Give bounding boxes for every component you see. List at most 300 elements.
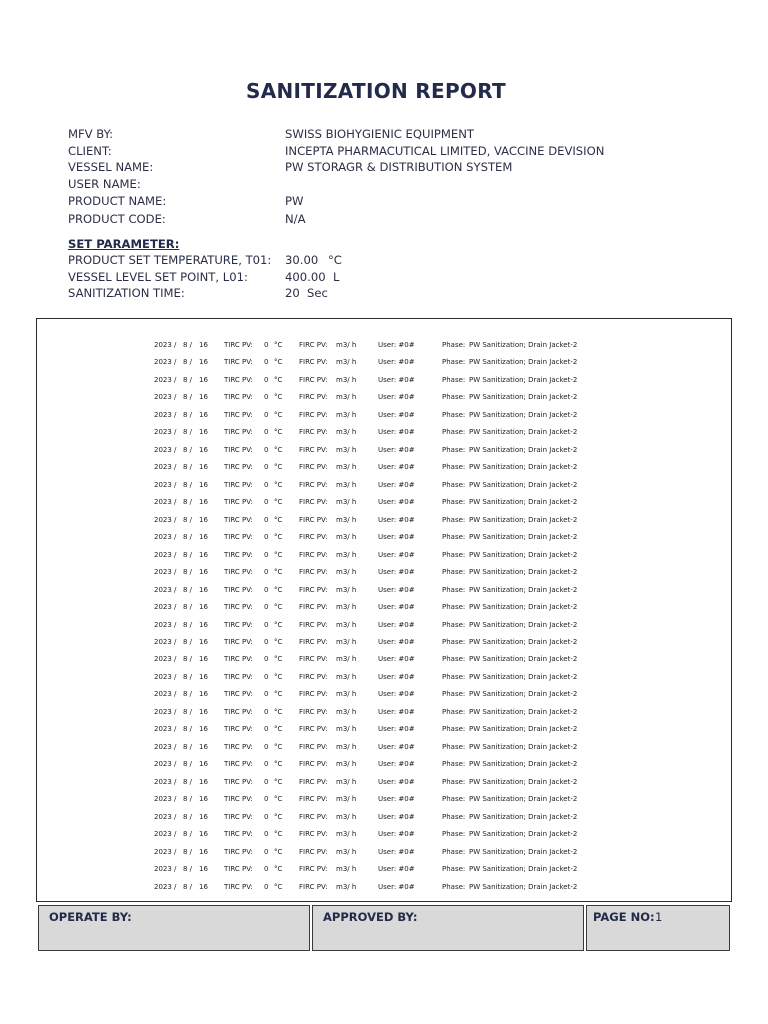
log-tirc-value: 0 <box>264 463 269 472</box>
log-firc-unit: m3/ h <box>336 375 357 384</box>
log-firc-unit: m3/ h <box>336 480 357 489</box>
log-row <box>37 495 731 512</box>
page-no-box <box>586 905 730 951</box>
log-user: User: #0# <box>378 847 415 856</box>
log-day: 16 <box>199 742 208 751</box>
log-row <box>37 513 731 530</box>
log-year: 2023 / <box>154 707 177 716</box>
log-phase-value: PW Sanitization; Drain Jacket-2 <box>469 498 578 507</box>
log-firc-unit: m3/ h <box>336 725 357 734</box>
log-phase-label: Phase: <box>442 463 466 472</box>
log-tirc-value: 0 <box>264 375 269 384</box>
log-firc-label: FIRC PV: <box>299 690 328 699</box>
log-year: 2023 / <box>154 358 177 367</box>
log-user: User: #0# <box>378 480 415 489</box>
log-tirc-value: 0 <box>264 777 269 786</box>
client-label: CLIENT: <box>68 143 112 158</box>
log-year: 2023 / <box>154 550 177 559</box>
log-month: 8 / <box>183 620 193 629</box>
log-firc-label: FIRC PV: <box>299 812 328 821</box>
report-info <box>68 127 748 228</box>
time-label: SANITIZATION TIME: <box>68 286 185 300</box>
log-firc-unit: m3/ h <box>336 672 357 681</box>
log-phase-label: Phase: <box>442 742 466 751</box>
log-phase-value: PW Sanitization; Drain Jacket-2 <box>469 725 578 734</box>
log-tirc-value: 0 <box>264 603 269 612</box>
log-day: 16 <box>199 760 208 769</box>
log-row <box>37 460 731 477</box>
log-tirc-value: 0 <box>264 882 269 891</box>
log-tirc-label: TIRC PV: <box>224 550 253 559</box>
log-phase-label: Phase: <box>442 760 466 769</box>
log-row <box>37 373 731 390</box>
log-user: User: #0# <box>378 445 415 454</box>
log-tirc-value: 0 <box>264 393 269 402</box>
log-year: 2023 / <box>154 410 177 419</box>
log-tirc-label: TIRC PV: <box>224 882 253 891</box>
log-tirc-unit: °C <box>274 341 283 349</box>
log-tirc-label: TIRC PV: <box>224 410 253 419</box>
log-phase-label: Phase: <box>442 375 466 384</box>
log-tirc-label: TIRC PV: <box>224 480 253 489</box>
temperature-unit: °C <box>328 253 342 267</box>
log-tirc-label: TIRC PV: <box>224 725 253 734</box>
log-month: 8 / <box>183 463 193 472</box>
log-user: User: #0# <box>378 882 415 891</box>
log-tirc-unit: °C <box>274 725 283 734</box>
info-row-vessel-name <box>68 160 748 177</box>
log-day: 16 <box>199 445 208 454</box>
log-firc-label: FIRC PV: <box>299 533 328 542</box>
log-tirc-value: 0 <box>264 620 269 629</box>
set-parameters <box>68 253 748 303</box>
log-year: 2023 / <box>154 585 177 594</box>
log-tirc-value: 0 <box>264 742 269 751</box>
log-tirc-value: 0 <box>264 690 269 699</box>
log-row <box>37 425 731 442</box>
log-month: 8 / <box>183 480 193 489</box>
log-day: 16 <box>199 637 208 646</box>
log-tirc-value: 0 <box>264 550 269 559</box>
log-month: 8 / <box>183 655 193 664</box>
log-user: User: #0# <box>378 672 415 681</box>
log-tirc-unit: °C <box>274 760 283 769</box>
log-user: User: #0# <box>378 585 415 594</box>
log-firc-label: FIRC PV: <box>299 358 328 367</box>
log-user: User: #0# <box>378 603 415 612</box>
log-user: User: #0# <box>378 410 415 419</box>
log-tirc-unit: °C <box>274 830 283 839</box>
log-user: User: #0# <box>378 620 415 629</box>
log-month: 8 / <box>183 690 193 699</box>
log-firc-unit: m3/ h <box>336 760 357 769</box>
log-month: 8 / <box>183 742 193 751</box>
operate-by-box <box>38 905 310 951</box>
log-tirc-unit: °C <box>274 358 283 367</box>
log-user: User: #0# <box>378 760 415 769</box>
log-row <box>37 670 731 687</box>
log-year: 2023 / <box>154 428 177 437</box>
log-tirc-label: TIRC PV: <box>224 393 253 402</box>
log-year: 2023 / <box>154 498 177 507</box>
log-firc-unit: m3/ h <box>336 410 357 419</box>
log-year: 2023 / <box>154 568 177 577</box>
log-tirc-label: TIRC PV: <box>224 690 253 699</box>
log-month: 8 / <box>183 760 193 769</box>
log-tirc-value: 0 <box>264 410 269 419</box>
log-tirc-unit: °C <box>274 603 283 612</box>
log-day: 16 <box>199 690 208 699</box>
log-month: 8 / <box>183 428 193 437</box>
log-firc-unit: m3/ h <box>336 393 357 402</box>
log-firc-unit: m3/ h <box>336 847 357 856</box>
log-firc-label: FIRC PV: <box>299 393 328 402</box>
log-firc-unit: m3/ h <box>336 830 357 839</box>
log-firc-unit: m3/ h <box>336 585 357 594</box>
log-phase-value: PW Sanitization; Drain Jacket-2 <box>469 428 578 437</box>
info-row-client <box>68 144 748 161</box>
vessel-name-label: VESSEL NAME: <box>68 160 154 174</box>
log-day: 16 <box>199 830 208 839</box>
log-year: 2023 / <box>154 341 177 349</box>
log-firc-unit: m3/ h <box>336 358 357 367</box>
log-phase-label: Phase: <box>442 707 466 716</box>
log-row <box>37 618 731 635</box>
log-month: 8 / <box>183 603 193 612</box>
log-day: 16 <box>199 463 208 472</box>
log-tirc-value: 0 <box>264 725 269 734</box>
log-tirc-unit: °C <box>274 637 283 646</box>
log-day: 16 <box>199 428 208 437</box>
log-month: 8 / <box>183 707 193 716</box>
log-tirc-label: TIRC PV: <box>224 515 253 524</box>
log-tirc-value: 0 <box>264 637 269 646</box>
log-row <box>37 757 731 774</box>
log-user: User: #0# <box>378 812 415 821</box>
log-row <box>37 478 731 495</box>
log-phase-label: Phase: <box>442 341 466 349</box>
log-phase-value: PW Sanitization; Drain Jacket-2 <box>469 463 578 472</box>
log-phase-value: PW Sanitization; Drain Jacket-2 <box>469 603 578 612</box>
log-day: 16 <box>199 777 208 786</box>
log-row <box>37 705 731 722</box>
log-month: 8 / <box>183 830 193 839</box>
log-user: User: #0# <box>378 742 415 751</box>
log-tirc-label: TIRC PV: <box>224 795 253 804</box>
log-phase-label: Phase: <box>442 882 466 891</box>
log-firc-label: FIRC PV: <box>299 428 328 437</box>
log-phase-label: Phase: <box>442 585 466 594</box>
vessel-name-value: PW STORAGR & DISTRIBUTION SYSTEM <box>285 160 513 174</box>
log-row <box>37 792 731 809</box>
log-day: 16 <box>199 568 208 577</box>
log-tirc-unit: °C <box>274 498 283 507</box>
log-phase-value: PW Sanitization; Drain Jacket-2 <box>469 515 578 524</box>
log-tirc-label: TIRC PV: <box>224 428 253 437</box>
log-phase-label: Phase: <box>442 795 466 804</box>
log-year: 2023 / <box>154 637 177 646</box>
info-row-mfv-by <box>68 127 748 144</box>
log-row <box>37 338 731 355</box>
log-tirc-unit: °C <box>274 742 283 751</box>
log-phase-label: Phase: <box>442 445 466 454</box>
log-year: 2023 / <box>154 480 177 489</box>
log-day: 16 <box>199 812 208 821</box>
log-tirc-unit: °C <box>274 690 283 699</box>
log-year: 2023 / <box>154 760 177 769</box>
log-user: User: #0# <box>378 795 415 804</box>
info-row-product-name <box>68 194 748 211</box>
log-day: 16 <box>199 707 208 716</box>
log-firc-label: FIRC PV: <box>299 777 328 786</box>
param-row-temperature <box>68 253 748 270</box>
log-tirc-label: TIRC PV: <box>224 742 253 751</box>
log-tirc-label: TIRC PV: <box>224 463 253 472</box>
log-day: 16 <box>199 550 208 559</box>
log-tirc-unit: °C <box>274 410 283 419</box>
log-user: User: #0# <box>378 375 415 384</box>
log-month: 8 / <box>183 533 193 542</box>
log-firc-label: FIRC PV: <box>299 568 328 577</box>
log-tirc-unit: °C <box>274 550 283 559</box>
log-firc-label: FIRC PV: <box>299 882 328 891</box>
log-month: 8 / <box>183 358 193 367</box>
log-month: 8 / <box>183 515 193 524</box>
log-month: 8 / <box>183 445 193 454</box>
log-tirc-unit: °C <box>274 777 283 786</box>
log-phase-value: PW Sanitization; Drain Jacket-2 <box>469 795 578 804</box>
log-firc-unit: m3/ h <box>336 777 357 786</box>
log-tirc-unit: °C <box>274 847 283 856</box>
log-phase-label: Phase: <box>442 428 466 437</box>
log-tirc-label: TIRC PV: <box>224 637 253 646</box>
level-label: VESSEL LEVEL SET POINT, L01: <box>68 269 248 284</box>
log-month: 8 / <box>183 341 193 349</box>
log-firc-label: FIRC PV: <box>299 498 328 507</box>
log-firc-unit: m3/ h <box>336 550 357 559</box>
log-firc-unit: m3/ h <box>336 795 357 804</box>
log-row <box>37 722 731 739</box>
log-tirc-value: 0 <box>264 498 269 507</box>
log-row <box>37 845 731 862</box>
log-firc-unit: m3/ h <box>336 637 357 646</box>
log-tirc-unit: °C <box>274 480 283 489</box>
log-user: User: #0# <box>378 463 415 472</box>
set-parameter-heading: SET PARAMETER: <box>68 237 180 251</box>
log-phase-label: Phase: <box>442 690 466 699</box>
temperature-label: PRODUCT SET TEMPERATURE, T01: <box>68 253 272 267</box>
log-phase-value: PW Sanitization; Drain Jacket-2 <box>469 812 578 821</box>
log-phase-value: PW Sanitization; Drain Jacket-2 <box>469 550 578 559</box>
log-phase-label: Phase: <box>442 655 466 664</box>
log-month: 8 / <box>183 393 193 402</box>
log-day: 16 <box>199 795 208 804</box>
log-year: 2023 / <box>154 830 177 839</box>
log-phase-value: PW Sanitization; Drain Jacket-2 <box>469 847 578 856</box>
log-firc-label: FIRC PV: <box>299 707 328 716</box>
log-year: 2023 / <box>154 795 177 804</box>
log-day: 16 <box>199 341 208 349</box>
log-phase-label: Phase: <box>442 568 466 577</box>
log-day: 16 <box>199 865 208 874</box>
log-year: 2023 / <box>154 655 177 664</box>
log-firc-unit: m3/ h <box>336 498 357 507</box>
log-phase-label: Phase: <box>442 847 466 856</box>
log-phase-value: PW Sanitization; Drain Jacket-2 <box>469 637 578 646</box>
log-tirc-value: 0 <box>264 655 269 664</box>
log-month: 8 / <box>183 672 193 681</box>
log-row <box>37 810 731 827</box>
log-tirc-unit: °C <box>274 568 283 577</box>
log-tirc-value: 0 <box>264 445 269 454</box>
log-user: User: #0# <box>378 393 415 402</box>
approved-by-box <box>312 905 584 951</box>
log-tirc-label: TIRC PV: <box>224 620 253 629</box>
log-tirc-unit: °C <box>274 515 283 524</box>
time-value: 20 <box>285 286 300 300</box>
time-unit: Sec <box>307 286 328 300</box>
log-row <box>37 880 731 897</box>
level-unit: L <box>333 269 340 284</box>
log-firc-label: FIRC PV: <box>299 655 328 664</box>
log-year: 2023 / <box>154 375 177 384</box>
log-firc-label: FIRC PV: <box>299 760 328 769</box>
log-tirc-label: TIRC PV: <box>224 707 253 716</box>
log-tirc-label: TIRC PV: <box>224 585 253 594</box>
log-tirc-value: 0 <box>264 865 269 874</box>
log-day: 16 <box>199 847 208 856</box>
log-phase-value: PW Sanitization; Drain Jacket-2 <box>469 585 578 594</box>
temperature-value: 30.00 <box>285 253 319 267</box>
log-phase-label: Phase: <box>442 358 466 367</box>
log-firc-label: FIRC PV: <box>299 375 328 384</box>
log-tirc-value: 0 <box>264 428 269 437</box>
log-user: User: #0# <box>378 568 415 577</box>
log-year: 2023 / <box>154 882 177 891</box>
report-title: SANITIZATION REPORT <box>246 79 506 103</box>
log-firc-label: FIRC PV: <box>299 637 328 646</box>
log-tirc-value: 0 <box>264 830 269 839</box>
log-phase-label: Phase: <box>442 410 466 419</box>
log-row <box>37 355 731 372</box>
log-user: User: #0# <box>378 637 415 646</box>
log-user: User: #0# <box>378 725 415 734</box>
log-row <box>37 548 731 565</box>
log-box <box>36 318 732 902</box>
log-year: 2023 / <box>154 725 177 734</box>
log-phase-value: PW Sanitization; Drain Jacket-2 <box>469 341 578 349</box>
log-year: 2023 / <box>154 620 177 629</box>
param-row-time <box>68 286 748 303</box>
log-firc-unit: m3/ h <box>336 707 357 716</box>
log-month: 8 / <box>183 585 193 594</box>
product-code-label: PRODUCT CODE: <box>68 211 166 226</box>
log-day: 16 <box>199 655 208 664</box>
log-month: 8 / <box>183 812 193 821</box>
log-phase-value: PW Sanitization; Drain Jacket-2 <box>469 672 578 681</box>
log-tirc-unit: °C <box>274 533 283 542</box>
log-firc-unit: m3/ h <box>336 445 357 454</box>
log-year: 2023 / <box>154 393 177 402</box>
log-row <box>37 408 731 425</box>
log-phase-value: PW Sanitization; Drain Jacket-2 <box>469 375 578 384</box>
log-phase-label: Phase: <box>442 550 466 559</box>
log-tirc-unit: °C <box>274 812 283 821</box>
log-row <box>37 740 731 757</box>
log-phase-value: PW Sanitization; Drain Jacket-2 <box>469 690 578 699</box>
log-year: 2023 / <box>154 777 177 786</box>
log-phase-label: Phase: <box>442 865 466 874</box>
mfv-by-value: SWISS BIOHYGIENIC EQUIPMENT <box>285 127 474 141</box>
log-user: User: #0# <box>378 707 415 716</box>
log-phase-value: PW Sanitization; Drain Jacket-2 <box>469 655 578 664</box>
mfv-by-label: MFV BY: <box>68 127 114 141</box>
log-firc-unit: m3/ h <box>336 341 357 349</box>
log-tirc-unit: °C <box>274 463 283 472</box>
log-tirc-label: TIRC PV: <box>224 847 253 856</box>
log-tirc-label: TIRC PV: <box>224 533 253 542</box>
log-phase-value: PW Sanitization; Drain Jacket-2 <box>469 760 578 769</box>
log-row <box>37 565 731 582</box>
page-no-value: 1 <box>655 910 663 924</box>
log-year: 2023 / <box>154 672 177 681</box>
log-month: 8 / <box>183 865 193 874</box>
log-firc-label: FIRC PV: <box>299 865 328 874</box>
log-user: User: #0# <box>378 515 415 524</box>
log-firc-label: FIRC PV: <box>299 620 328 629</box>
log-tirc-unit: °C <box>274 585 283 594</box>
log-firc-unit: m3/ h <box>336 463 357 472</box>
log-tirc-label: TIRC PV: <box>224 672 253 681</box>
log-year: 2023 / <box>154 533 177 542</box>
log-phase-label: Phase: <box>442 725 466 734</box>
log-month: 8 / <box>183 725 193 734</box>
log-phase-label: Phase: <box>442 533 466 542</box>
log-row <box>37 600 731 617</box>
log-tirc-value: 0 <box>264 760 269 769</box>
log-user: User: #0# <box>378 655 415 664</box>
log-month: 8 / <box>183 637 193 646</box>
log-tirc-value: 0 <box>264 358 269 367</box>
log-phase-value: PW Sanitization; Drain Jacket-2 <box>469 410 578 419</box>
log-firc-label: FIRC PV: <box>299 550 328 559</box>
log-phase-value: PW Sanitization; Drain Jacket-2 <box>469 865 578 874</box>
log-year: 2023 / <box>154 847 177 856</box>
log-row <box>37 652 731 669</box>
operate-by-label: OPERATE BY: <box>49 910 132 924</box>
log-user: User: #0# <box>378 358 415 367</box>
log-year: 2023 / <box>154 742 177 751</box>
log-tirc-label: TIRC PV: <box>224 760 253 769</box>
log-day: 16 <box>199 533 208 542</box>
log-phase-label: Phase: <box>442 830 466 839</box>
log-month: 8 / <box>183 568 193 577</box>
log-firc-unit: m3/ h <box>336 882 357 891</box>
log-tirc-value: 0 <box>264 672 269 681</box>
log-tirc-label: TIRC PV: <box>224 865 253 874</box>
log-firc-unit: m3/ h <box>336 515 357 524</box>
log-firc-label: FIRC PV: <box>299 603 328 612</box>
log-tirc-label: TIRC PV: <box>224 655 253 664</box>
log-user: User: #0# <box>378 777 415 786</box>
log-month: 8 / <box>183 410 193 419</box>
log-user: User: #0# <box>378 550 415 559</box>
log-day: 16 <box>199 603 208 612</box>
param-row-level <box>68 270 748 287</box>
log-phase-value: PW Sanitization; Drain Jacket-2 <box>469 480 578 489</box>
log-day: 16 <box>199 882 208 891</box>
log-tirc-value: 0 <box>264 480 269 489</box>
